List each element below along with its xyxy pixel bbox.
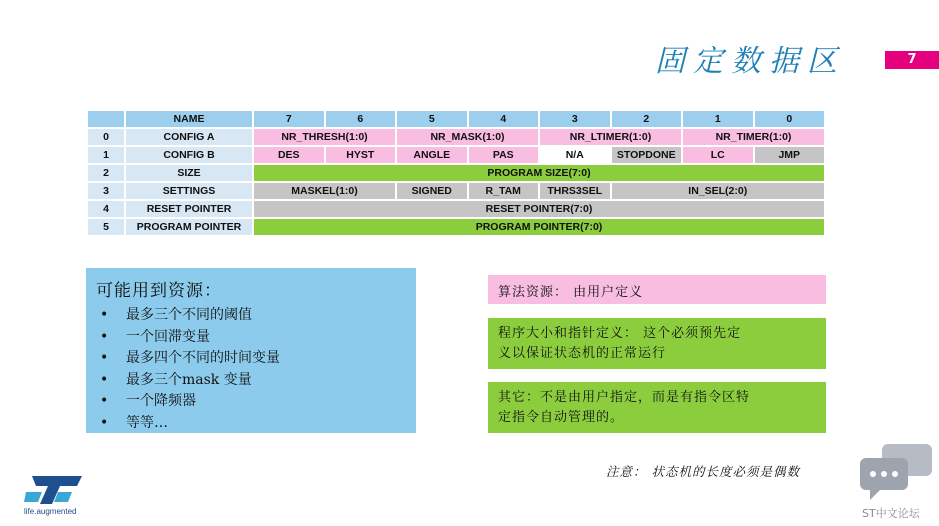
table-row [88,129,824,145]
row-name: SIZE [126,165,252,181]
row-index: 4 [88,201,124,217]
list-item [96,327,406,349]
note-text: 注意： 状态机的长度必须是偶数 [606,464,800,479]
field-cell: PAS [469,147,539,163]
field-cell: RESET POINTER(7:0) [254,201,824,217]
row-index: 0 [88,129,124,145]
resources-title: 可能用到资源： [96,281,222,301]
field-cell: LC [683,147,753,163]
bullet-icon: • [100,350,109,366]
row-name: CONFIG A [126,129,252,145]
field-cell: NR_THRESH(1:0) [254,129,395,145]
field-cell: NR_MASK(1:0) [397,129,538,145]
table-row [88,147,824,163]
row-index: 5 [88,219,124,235]
table-row [88,219,824,235]
other-info-text-line2: 定指令自动管理的。 [498,410,625,425]
row-name: CONFIG B [126,147,252,163]
field-cell: NR_LTIMER(1:0) [540,129,681,145]
bullet-icon: • [100,371,109,388]
resources-box [86,268,416,433]
header-name-cell: NAME [126,111,252,127]
field-cell: MASKEL(1:0) [254,183,395,199]
row-index: 2 [88,165,124,181]
field-cell: N/A [540,147,610,163]
field-cell: HYST [326,147,396,163]
algorithm-resources-box [488,275,826,304]
program-size-box [488,318,826,369]
row-name: PROGRAM POINTER [126,219,252,235]
page-number-badge: 7 [885,51,939,69]
logo-tagline: life.augmented [24,507,77,516]
list-item-text: 最多三个mask 变量 [126,371,252,388]
list-item [96,370,406,392]
forum-label[interactable]: ST中文论坛 [862,507,920,520]
field-cell: IN_SEL(2:0) [612,183,825,199]
list-item-text: 等等… [126,414,168,431]
field-cell: JMP [755,147,825,163]
table-row [88,201,824,217]
other-info-text-line1: 其它：不是由用户指定，而是有指令区特 [498,390,751,405]
algorithm-resources-text: 算法资源： 由用户定义 [498,285,644,300]
field-cell: SIGNED [397,183,467,199]
slide-title: 固定数据区 [655,44,845,79]
field-cell: NR_TIMER(1:0) [683,129,824,145]
header-bit-3: 3 [540,111,610,127]
list-item [96,391,406,413]
list-item [96,413,406,435]
header-bit-5: 5 [397,111,467,127]
program-size-text-line2: 义以保证状态机的正常运行 [498,346,667,361]
header-bit-7: 7 [254,111,324,127]
row-name: SETTINGS [126,183,252,199]
header-index-cell [88,111,124,127]
row-name: RESET POINTER [126,201,252,217]
field-cell: THRS3SEL [540,183,610,199]
header-bit-2: 2 [612,111,682,127]
header-bit-4: 4 [469,111,539,127]
program-size-text-line1: 程序大小和指针定义： 这个必须预先定 [498,326,742,341]
header-bit-1: 1 [683,111,753,127]
list-item [96,305,406,327]
list-item-text: 最多四个不同的时间变量 [126,350,280,366]
list-item-text: 最多三个不同的阈值 [126,307,252,323]
bullet-icon: • [100,414,109,431]
bullet-icon: • [100,328,109,345]
other-info-box [488,382,826,433]
register-table-header-row [88,111,824,127]
row-index: 1 [88,147,124,163]
row-index: 3 [88,183,124,199]
st-logo-icon [22,474,84,510]
register-table [86,109,826,237]
field-cell: PROGRAM SIZE(7:0) [254,165,824,181]
list-item [96,348,406,370]
table-row [88,183,824,199]
header-bit-0: 0 [755,111,825,127]
list-item-text: 一个回滞变量 [126,328,210,345]
list-item-text: 一个降频器 [126,393,196,409]
chat-bubble-icon [858,444,934,506]
table-row [88,165,824,181]
bullet-icon: • [100,307,109,323]
bullet-icon: • [100,393,109,409]
field-cell: R_TAM [469,183,539,199]
header-bit-6: 6 [326,111,396,127]
field-cell: PROGRAM POINTER(7:0) [254,219,824,235]
field-cell: DES [254,147,324,163]
field-cell: ANGLE [397,147,467,163]
field-cell: STOPDONE [612,147,682,163]
resources-list [96,305,406,434]
